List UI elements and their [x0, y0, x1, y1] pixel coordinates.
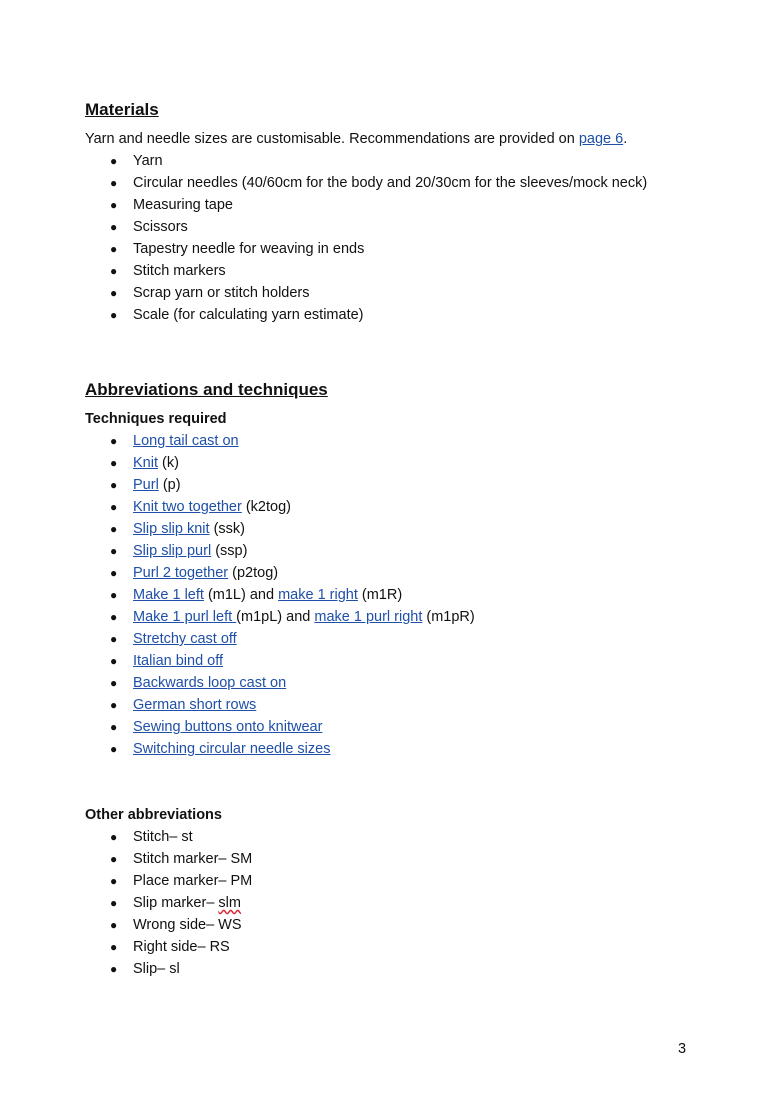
abbreviation-term: Wrong side–	[133, 917, 219, 933]
technique-suffix: (ssk)	[209, 521, 245, 537]
bullet-icon: ●	[110, 830, 118, 844]
bullet-icon: ●	[110, 176, 118, 190]
technique-link[interactable]: Knit	[133, 455, 158, 471]
list-item-text: Measuring tape	[133, 197, 233, 213]
technique-link[interactable]: Backwards loop cast on	[133, 675, 287, 691]
bullet-icon: ●	[110, 308, 118, 322]
abbreviation-item	[85, 826, 705, 848]
bullet-icon: ●	[110, 456, 118, 470]
bullet-icon: ●	[110, 286, 118, 300]
technique-mid: (m1pL) and	[236, 609, 315, 625]
list-item	[85, 238, 705, 260]
abbreviation-term: Stitch marker–	[133, 851, 231, 867]
other-abbreviations-heading: Other abbreviations	[85, 807, 222, 823]
materials-intro-end: .	[623, 131, 628, 147]
list-item-text: Tapestry needle for weaving in ends	[133, 241, 365, 257]
bullet-icon: ●	[110, 610, 118, 624]
technique-suffix: (ssp)	[211, 543, 248, 559]
technique-link[interactable]: Slip slip purl	[133, 543, 212, 559]
technique-link[interactable]: Switching circular needle sizes	[133, 741, 331, 757]
abbreviation-term: Right side–	[133, 939, 210, 955]
list-item	[85, 150, 705, 172]
technique-link[interactable]: Purl 2 together	[133, 565, 229, 581]
bullet-icon: ●	[110, 742, 118, 756]
page-number: 3	[678, 1041, 687, 1057]
abbreviation-term: Slip marker–	[133, 895, 219, 911]
list-item	[85, 282, 705, 304]
bullet-icon: ●	[110, 242, 118, 256]
technique-link[interactable]: Stretchy cast off	[133, 631, 237, 647]
abbreviation-item	[85, 848, 705, 870]
technique-suffix: (k)	[158, 455, 179, 471]
abbreviation-code: PM	[230, 873, 253, 889]
bullet-icon: ●	[110, 852, 118, 866]
document-page	[85, 98, 705, 980]
technique-item	[85, 650, 705, 672]
technique-suffix: (k2tog)	[241, 499, 291, 515]
technique-link[interactable]: Sewing buttons onto knitwear	[133, 719, 323, 735]
list-item-text: Scale (for calculating yarn estimate)	[133, 307, 364, 323]
technique-item	[85, 738, 705, 760]
materials-intro	[85, 128, 705, 150]
bullet-icon: ●	[110, 264, 118, 278]
bullet-icon: ●	[110, 434, 118, 448]
page-6-link[interactable]: page 6	[578, 131, 624, 147]
bullet-icon: ●	[110, 566, 118, 580]
abbreviation-code: WS	[218, 917, 242, 933]
bullet-icon: ●	[110, 154, 118, 168]
abbreviation-code: st	[181, 829, 193, 845]
materials-heading: Materials	[85, 100, 159, 119]
list-item-text: Stitch markers	[133, 263, 226, 279]
technique-item	[85, 716, 705, 738]
abbreviation-item	[85, 958, 705, 980]
bullet-icon: ●	[110, 896, 118, 910]
materials-list	[85, 150, 705, 326]
technique-link[interactable]: German short rows	[133, 697, 257, 713]
abbreviation-code: RS	[209, 939, 230, 955]
technique-suffix: (p2tog)	[228, 565, 279, 581]
technique-mid: (m1L) and	[203, 587, 279, 603]
bullet-icon: ●	[110, 720, 118, 734]
technique-item	[85, 562, 705, 584]
technique-item	[85, 584, 705, 606]
abbreviation-code: sl	[169, 961, 180, 977]
technique-suffix: (p)	[158, 477, 181, 493]
technique-link[interactable]: Purl	[133, 477, 159, 493]
technique-item	[85, 540, 705, 562]
list-item	[85, 172, 705, 194]
bullet-icon: ●	[110, 698, 118, 712]
bullet-icon: ●	[110, 962, 118, 976]
list-item	[85, 260, 705, 282]
technique-item	[85, 694, 705, 716]
bullet-icon: ●	[110, 632, 118, 646]
abbreviation-code-spellcheck[interactable]: slm	[218, 895, 241, 911]
list-item	[85, 304, 705, 326]
abbreviation-item	[85, 870, 705, 892]
bullet-icon: ●	[110, 588, 118, 602]
technique-item	[85, 474, 705, 496]
abbreviation-code: SM	[230, 851, 253, 867]
technique-link[interactable]: Knit two together	[133, 499, 242, 515]
list-item	[85, 216, 705, 238]
materials-intro-text: Yarn and needle sizes are customisable. Recommendations are provided on	[85, 131, 579, 147]
abbreviation-item	[85, 936, 705, 958]
other-abbreviations-list	[85, 826, 705, 980]
bullet-icon: ●	[110, 198, 118, 212]
techniques-heading: Techniques required	[85, 411, 227, 427]
technique-suffix: (m1R)	[357, 587, 403, 603]
technique-link[interactable]: Italian bind off	[133, 653, 224, 669]
abbreviation-term: Slip–	[133, 961, 170, 977]
abbreviation-item	[85, 892, 705, 914]
abbreviation-term: Stitch–	[133, 829, 182, 845]
technique-link-secondary[interactable]: make 1 purl right	[314, 609, 423, 625]
list-item-text: Yarn	[133, 153, 163, 169]
technique-item	[85, 628, 705, 650]
technique-link[interactable]: Make 1 left	[133, 587, 204, 603]
list-item	[85, 194, 705, 216]
technique-item	[85, 496, 705, 518]
list-item-text: Scissors	[133, 219, 188, 235]
list-item-text: Scrap yarn or stitch holders	[133, 285, 310, 301]
bullet-icon: ●	[110, 544, 118, 558]
technique-item	[85, 672, 705, 694]
list-item-text: Circular needles (40/60cm for the body and 20/30cm for the sleeves/mock neck)	[133, 175, 648, 191]
bullet-icon: ●	[110, 654, 118, 668]
bullet-icon: ●	[110, 478, 118, 492]
bullet-icon: ●	[110, 500, 118, 514]
bullet-icon: ●	[110, 918, 118, 932]
technique-item	[85, 518, 705, 540]
technique-link-secondary[interactable]: make 1 right	[278, 587, 358, 603]
abbreviation-term: Place marker–	[133, 873, 231, 889]
technique-suffix: (m1pR)	[422, 609, 475, 625]
technique-item	[85, 452, 705, 474]
technique-item	[85, 430, 705, 452]
abbreviations-heading: Abbreviations and techniques	[85, 380, 328, 399]
bullet-icon: ●	[110, 676, 118, 690]
bullet-icon: ●	[110, 874, 118, 888]
bullet-icon: ●	[110, 522, 118, 536]
bullet-icon: ●	[110, 220, 118, 234]
techniques-list	[85, 430, 705, 760]
abbreviation-item	[85, 914, 705, 936]
technique-link[interactable]: Make 1 purl left	[133, 609, 237, 625]
bullet-icon: ●	[110, 940, 118, 954]
technique-link[interactable]: Slip slip knit	[133, 521, 210, 537]
technique-item	[85, 606, 705, 628]
technique-link[interactable]: Long tail cast on	[133, 433, 239, 449]
